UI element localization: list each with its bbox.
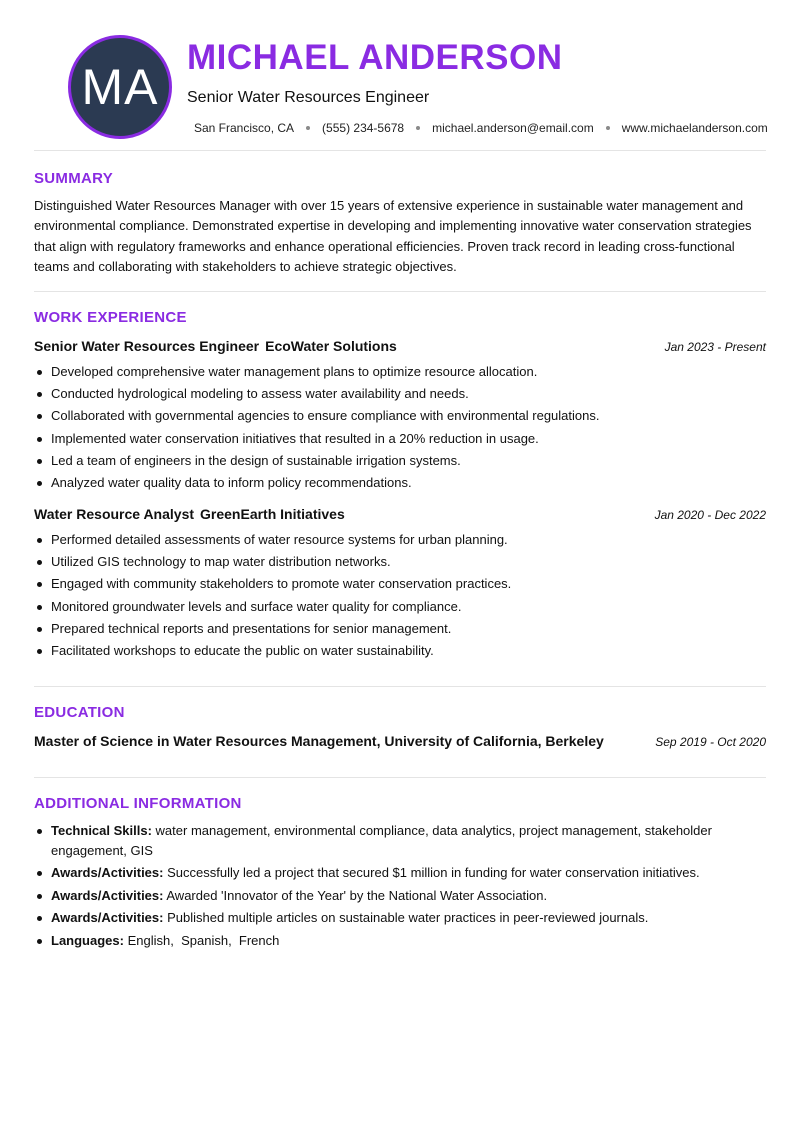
job-role-company — [34, 506, 345, 522]
job-dates: Jan 2023 - Present — [664, 340, 766, 354]
additional-info-heading: ADDITIONAL INFORMATION — [34, 795, 242, 812]
language: , Spanish — [170, 933, 228, 948]
divider — [34, 777, 766, 778]
divider — [34, 150, 766, 151]
item-text: water management, environmental compliance, data analytics, project management, stakeholder engagement, GIS — [51, 823, 712, 858]
job-role: Water Resource Analyst — [34, 506, 195, 522]
contact-phone: (555) 234-5678 — [322, 121, 405, 135]
education-dates: Sep 2019 - Oct 2020 — [655, 735, 766, 749]
item-label: Technical Skills: — [51, 823, 152, 838]
separator-dot — [606, 126, 610, 130]
avatar-initials: MA — [81, 59, 159, 115]
item-text: Successfully led a project that secured $1 million in funding for water conservation initiatives. — [167, 865, 700, 880]
list-item: Implemented water conservation initiatives that resulted in a 20% reduction in usage. — [34, 428, 764, 450]
list-item: Collaborated with governmental agencies to ensure compliance with environmental regulations. — [34, 405, 764, 427]
job-bullets — [34, 529, 764, 662]
item-label: Awards/Activities: — [51, 910, 164, 925]
divider — [34, 291, 766, 292]
degree: Master of Science in Water Resources Management, University of California, Berkeley — [34, 733, 604, 749]
job-bullets — [34, 361, 764, 494]
languages-item — [34, 931, 764, 951]
contact-email[interactable]: michael.anderson@email.com — [432, 121, 594, 135]
summary-heading: SUMMARY — [34, 170, 114, 187]
list-item: Engaged with community stakeholders to promote water conservation practices. — [34, 573, 764, 595]
languages-label: Languages: — [51, 932, 124, 948]
list-item — [34, 886, 764, 906]
list-item — [34, 821, 764, 860]
divider — [34, 686, 766, 687]
list-item: Developed comprehensive water management plans to optimize resource allocation. — [34, 361, 764, 383]
education-heading: EDUCATION — [34, 704, 125, 721]
job-header — [34, 338, 766, 354]
job-dates: Jan 2020 - Dec 2022 — [654, 508, 766, 522]
item-text: Published multiple articles on sustainable water practices in peer-reviewed journals. — [167, 910, 649, 925]
separator-dot — [306, 126, 310, 130]
avatar — [68, 35, 172, 139]
item-text: Awarded 'Innovator of the Year' by the National Water Association. — [166, 887, 548, 903]
list-item: Analyzed water quality data to inform policy recommendations. — [34, 472, 764, 494]
list-item — [34, 863, 764, 883]
job-role-company — [34, 338, 397, 354]
list-item: Monitored groundwater levels and surface water quality for compliance. — [34, 596, 764, 618]
list-item: Conducted hydrological modeling to assess water availability and needs. — [34, 383, 764, 405]
list-item: Prepared technical reports and presentations for senior management. — [34, 618, 764, 640]
resume-header — [34, 0, 766, 150]
item-label: Awards/Activities: — [51, 865, 164, 880]
contact-website[interactable]: www.michaelanderson.com — [621, 121, 768, 135]
language: English — [127, 932, 171, 948]
summary-text: Distinguished Water Resources Manager with over 15 years of extensive experience in sustainable water management and environmental compliance. Demonstrated expertise in developing and implementing innovative water conservation strategies that align with regulatory frameworks and enhance operational efficiencies. Proven track record in leading cross-functional teams and collaborating with stakeholders to achieve strategic objectives. — [34, 198, 752, 274]
contact-location: San Francisco, CA — [194, 121, 295, 135]
item-label: Awards/Activities: — [51, 887, 164, 903]
language: , French — [228, 933, 279, 948]
job-title: Senior Water Resources Engineer — [187, 89, 430, 106]
contact-info — [194, 121, 768, 135]
job-company: GreenEarth Initiatives — [200, 506, 345, 522]
list-item: Utilized GIS technology to map water distribution networks. — [34, 551, 764, 573]
job-role: Senior Water Resources Engineer — [34, 338, 260, 354]
candidate-name: MICHAEL ANDERSON — [187, 38, 563, 77]
separator-dot — [416, 126, 420, 130]
job-header — [34, 506, 766, 522]
list-item: Facilitated workshops to educate the public on water sustainability. — [34, 640, 764, 662]
list-item: Led a team of engineers in the design of sustainable irrigation systems. — [34, 450, 764, 472]
job-company: EcoWater Solutions — [265, 338, 397, 354]
education-entry — [34, 733, 766, 749]
work-experience-heading: WORK EXPERIENCE — [34, 309, 187, 326]
list-item: Performed detailed assessments of water resource systems for urban planning. — [34, 529, 764, 551]
additional-info-list — [34, 821, 764, 953]
list-item — [34, 908, 764, 928]
